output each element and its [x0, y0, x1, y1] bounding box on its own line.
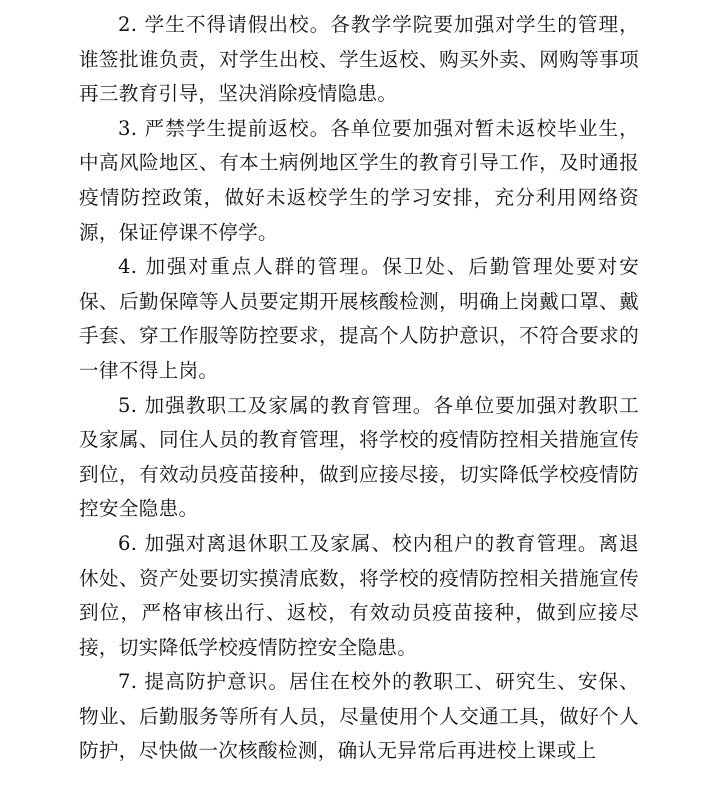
- paragraph-item-7: 7. 提高防护意识。居住在校外的教职工、研究生、安保、物业、后勤服务等所有人员，尽量使用个人交通工具，做好个人防护，尽快做一次核酸检测，确认无异常后再进校上课或上: [79, 670, 639, 763]
- document-page: [79, 8, 639, 769]
- paragraph-item-2: 2. 学生不得请假出校。各教学学院要加强对学生的管理，谁签批谁负责，对学生出校、学生返校、购买外卖、网购等事项再三教育引导，坚决消除疫情隐患。: [79, 13, 639, 106]
- paragraph-item-3: 3. 严禁学生提前返校。各单位要加强对暂未返校毕业生，中高风险地区、有本土病例地区学生的教育引导工作，及时通报疫情防控政策，做好未返校学生的学习安排，充分利用网络资源，保证停课不停学。: [79, 116, 639, 244]
- paragraph-item-6: 6. 加强对离退休职工及家属、校内租户的教育管理。离退休处、资产处要切实摸清底数，将学校的疫情防控相关措施宣传到位，严格审核出行、返校，有效动员疫苗接种，做到应接尽接，切实降低学校疫情防控安全隐患。: [79, 531, 639, 659]
- paragraph-item-5: 5. 加强教职工及家属的教育管理。各单位要加强对教职工及家属、同住人员的教育管理，将学校的疫情防控相关措施宣传到位，有效动员疫苗接种，做到应接尽接，切实降低学校疫情防控安全隐患。: [79, 393, 639, 521]
- paragraph-item-4: 4. 加强对重点人群的管理。保卫处、后勤管理处要对安保、后勤保障等人员要定期开展核酸检测，明确上岗戴口罩、戴手套、穿工作服等防控要求，提高个人防护意识，不符合要求的一律不得上岗。: [79, 255, 639, 382]
